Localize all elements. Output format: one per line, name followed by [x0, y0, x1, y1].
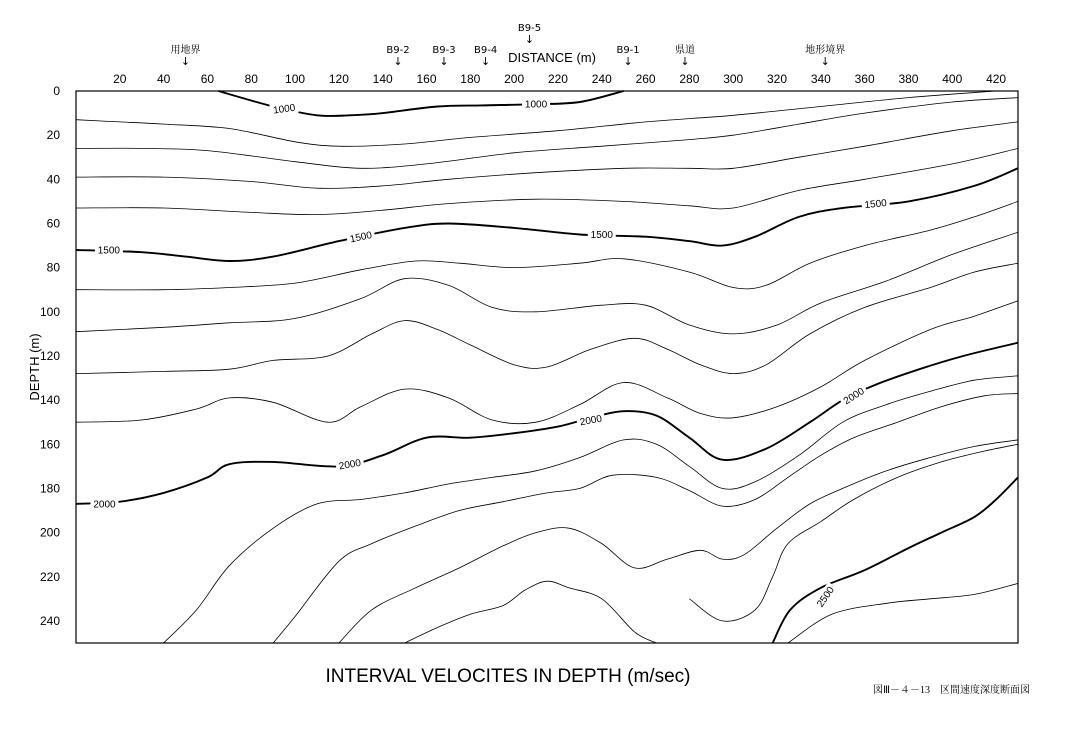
x-tick-label: 340	[810, 72, 831, 86]
down-arrow-icon: ↓	[524, 33, 535, 46]
x-tick-label: 300	[723, 72, 744, 86]
y-tick-label: 160	[39, 437, 60, 452]
contour-value-label: 1000	[272, 102, 297, 117]
contour-value-label: 1500	[97, 245, 120, 257]
y-axis-title: DEPTH (m)	[27, 333, 42, 401]
annotation-label: B9-1	[616, 45, 640, 56]
x-tick-label: 120	[328, 72, 349, 86]
y-tick-label: 180	[39, 481, 60, 496]
x-tick-label: 380	[898, 72, 919, 86]
x-tick-label: 100	[285, 72, 306, 86]
down-arrow-icon: ↓	[393, 55, 403, 68]
x-tick-label: 40	[156, 72, 171, 86]
chart-title: INTERVAL VELOCITES IN DEPTH (m/sec)	[325, 666, 691, 687]
x-axis-ticks	[113, 72, 1006, 86]
down-arrow-icon: ↓	[820, 55, 830, 68]
x-tick-label: 400	[942, 72, 963, 86]
y-tick-label: 200	[39, 525, 60, 540]
x-tick-label: 160	[416, 72, 437, 86]
contour-value-label: 1500	[864, 197, 888, 212]
y-tick-label: 220	[39, 569, 60, 584]
down-arrow-icon: ↓	[623, 55, 633, 68]
x-tick-label: 200	[504, 72, 525, 86]
x-tick-label: 360	[854, 72, 875, 86]
down-arrow-icon: ↓	[439, 55, 449, 68]
x-tick-label: 260	[635, 72, 656, 86]
x-tick-label: 180	[460, 72, 481, 86]
annotation-label: 地形境界	[805, 45, 846, 56]
contour-value-label: 2000	[338, 457, 362, 473]
annotation-label: B9-3	[432, 45, 456, 56]
y-tick-label: 120	[39, 348, 60, 363]
x-tick-label: 240	[591, 72, 612, 86]
down-arrow-icon: ↓	[680, 55, 690, 68]
contour-value-label: 1000	[524, 99, 548, 111]
y-tick-label: 20	[46, 128, 60, 143]
y-tick-label: 0	[53, 84, 60, 98]
x-tick-label: 280	[679, 72, 700, 86]
y-tick-label: 40	[46, 172, 60, 187]
contour-value-label: 1500	[590, 230, 613, 242]
y-tick-label: 80	[46, 260, 60, 275]
annotation-label: 県道	[675, 45, 696, 56]
y-tick-label: 140	[39, 393, 60, 408]
annotation-label: B9-2	[386, 45, 410, 56]
x-tick-label: 60	[200, 72, 215, 86]
contour-value-label: 2500	[815, 584, 837, 610]
annotation-label: B9-4	[474, 45, 498, 56]
down-arrow-icon: ↓	[180, 55, 191, 68]
y-tick-label: 240	[39, 613, 60, 628]
x-tick-label: 420	[986, 72, 1007, 86]
x-tick-label: 20	[113, 72, 127, 86]
annotation-label: 用地界	[170, 45, 201, 56]
x-tick-label: 140	[372, 72, 393, 86]
contour-value-label: 2000	[93, 499, 116, 511]
y-tick-label: 100	[39, 304, 60, 319]
contour-value-label: 2000	[579, 413, 603, 429]
x-tick-label: 320	[767, 72, 788, 86]
x-tick-label: 80	[244, 72, 258, 86]
down-arrow-icon: ↓	[481, 55, 491, 68]
y-tick-label: 60	[46, 216, 60, 231]
figure-caption: 図Ⅲ－４－13 区間速度深度断面図	[873, 685, 1030, 696]
annotation-label: B9-5	[517, 23, 542, 34]
contour-value-label: 1500	[348, 230, 374, 246]
contour-value-label: 2000	[841, 385, 867, 408]
x-tick-label: 220	[547, 72, 568, 86]
x-axis-title: DISTANCE (m)	[508, 50, 596, 65]
